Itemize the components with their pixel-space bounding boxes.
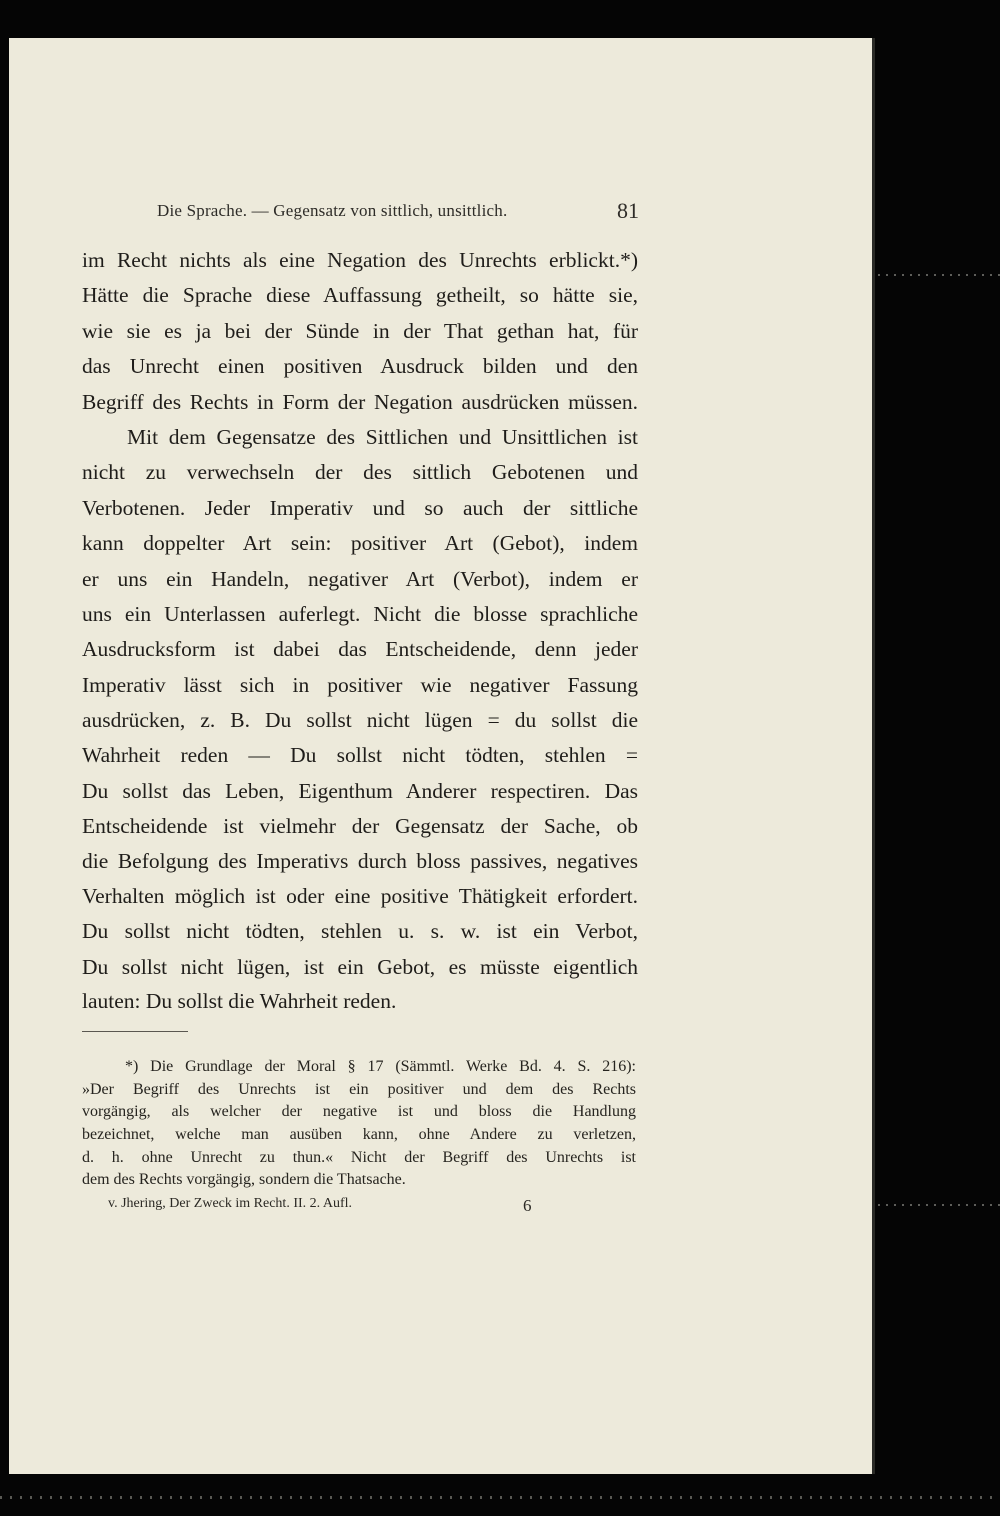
body-line: er uns ein Handeln, negativer Art (Verbot), indem er xyxy=(82,567,638,591)
footnote-line: vorgängig, als welcher der negative ist und bloss die Handlung xyxy=(82,1103,636,1120)
scan-edge-marks xyxy=(878,274,1000,276)
footnote-line: »Der Begriff des Unrechts ist ein positiver und dem des Rechts xyxy=(82,1081,636,1098)
body-line: uns ein Unterlassen auferlegt. Nicht die blosse sprachliche xyxy=(82,602,638,626)
body-line: Ausdrucksform ist dabei das Entscheidende, denn jeder xyxy=(82,637,638,661)
page-edge xyxy=(872,38,875,1474)
scan-bottom-marks xyxy=(0,1496,1000,1499)
body-line: das Unrecht einen positiven Ausdruck bilden und den xyxy=(82,354,638,378)
signature-line: v. Jhering, Der Zweck im Recht. II. 2. Aufl. xyxy=(108,1196,353,1211)
body-line: Begriff des Rechts in Form der Negation ausdrücken müssen. xyxy=(82,390,638,414)
body-line: Du sollst nicht tödten, stehlen u. s. w. ist ein Verbot, xyxy=(82,919,638,943)
running-head xyxy=(157,199,645,227)
footnote-rule xyxy=(82,1031,188,1032)
body-line: Du sollst das Leben, Eigenthum Anderer respectiren. Das xyxy=(82,779,638,803)
body-line: Hätte die Sprache diese Auffassung getheilt, so hätte sie, xyxy=(82,283,638,307)
body-line: Imperativ lässt sich in positiver wie negativer Fassung xyxy=(82,673,638,697)
body-line: im Recht nichts als eine Negation des Unrechts erblickt.*) xyxy=(82,248,638,272)
body-line: Du sollst nicht lügen, ist ein Gebot, es müsste eigentlich xyxy=(82,955,638,979)
body-line: Mit dem Gegensatze des Sittlichen und Unsittlichen ist xyxy=(127,425,638,449)
running-head-title: Die Sprache. — Gegensatz von sittlich, unsittlich. xyxy=(157,201,508,220)
footnote-line: bezeichnet, welche man ausüben kann, ohne Andere zu verletzen, xyxy=(82,1126,636,1143)
body-line: Verhalten möglich ist oder eine positive Thätigkeit erfordert. xyxy=(82,884,638,908)
body-line: die Befolgung des Imperativs durch bloss passives, negatives xyxy=(82,849,638,873)
body-line: nicht zu verwechseln der des sittlich Gebotenen und xyxy=(82,460,638,484)
page-number: 81 xyxy=(617,198,639,223)
body-line: Entscheidende ist vielmehr der Gegensatz der Sache, ob xyxy=(82,814,638,838)
body-line: Wahrheit reden — Du sollst nicht tödten, stehlen = xyxy=(82,743,638,767)
footnote-line: *) Die Grundlage der Moral § 17 (Sämmtl. Werke Bd. 4. S. 216): xyxy=(125,1058,636,1075)
body-line: wie sie es ja bei der Sünde in der That gethan hat, für xyxy=(82,319,638,343)
footnote-line: dem des Rechts vorgängig, sondern die Thatsache. xyxy=(82,1171,406,1188)
footnote-line: d. h. ohne Unrecht zu thun.« Nicht der Begriff des Unrechts ist xyxy=(82,1149,636,1166)
scan-edge-marks xyxy=(878,1204,1000,1206)
body-line: Verbotenen. Jeder Imperativ und so auch der sittliche xyxy=(82,496,638,520)
signature-number: 6 xyxy=(523,1196,532,1215)
body-line: kann doppelter Art sein: positiver Art (Gebot), indem xyxy=(82,531,638,555)
body-line: lauten: Du sollst die Wahrheit reden. xyxy=(82,989,397,1013)
body-line: ausdrücken, z. B. Du sollst nicht lügen = du sollst die xyxy=(82,708,638,732)
